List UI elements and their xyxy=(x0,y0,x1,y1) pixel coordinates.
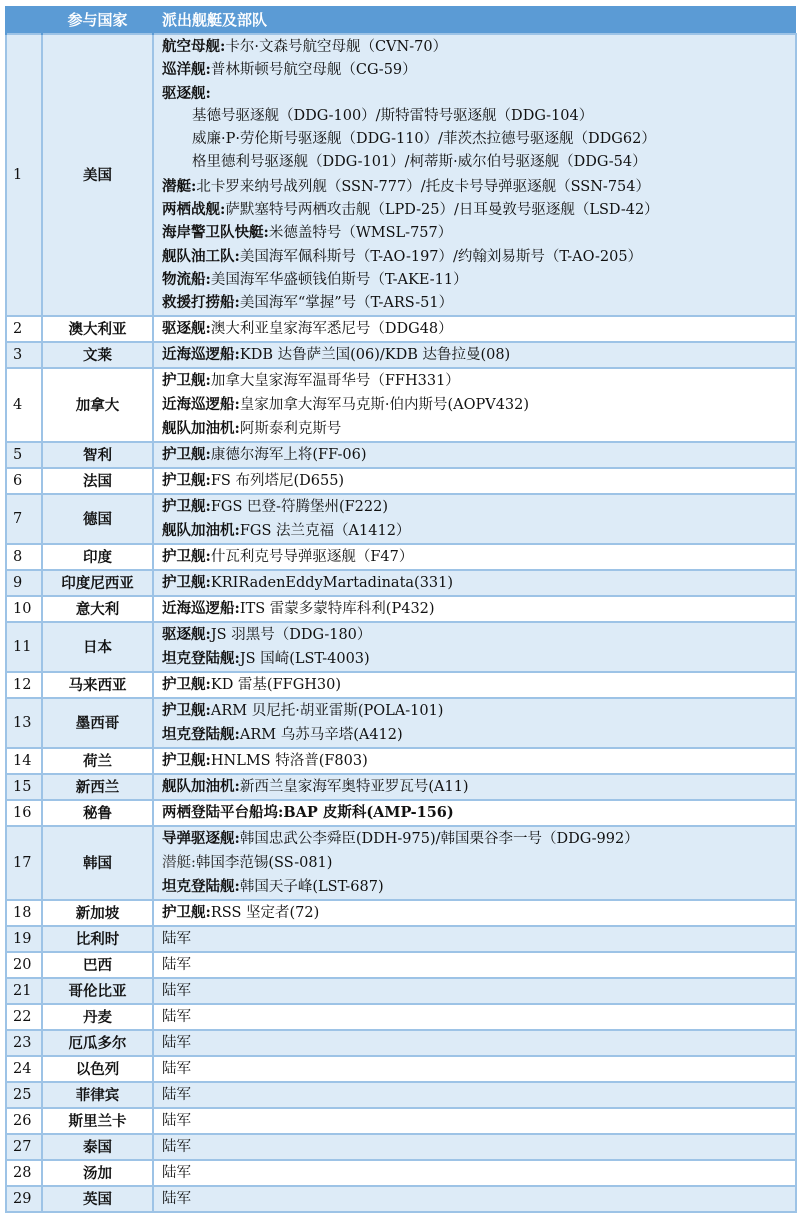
force-line xyxy=(162,343,795,367)
force-line xyxy=(162,495,795,519)
forces-cell xyxy=(153,622,796,672)
force-detail: 新西兰皇家海军奥特亚罗瓦号(A11) xyxy=(239,778,469,795)
force-detail: 加拿大皇家海军温哥华号（FFH331） xyxy=(210,372,460,389)
force-detail: 米德盖特号（WMSL-757） xyxy=(268,225,453,242)
row-number: 12 xyxy=(6,672,42,698)
force-detail: 皇家加拿大海军马克斯·伯内斯号(AOPV432) xyxy=(239,396,530,413)
force-detail: 陆军 xyxy=(162,1060,191,1077)
force-detail: FGS 巴登-符腾堡州(F222) xyxy=(210,498,388,515)
row-number: 29 xyxy=(6,1186,42,1212)
forces-cell xyxy=(153,468,796,494)
force-type-label: 护卫舰: xyxy=(162,903,211,921)
force-type-label: 海岸警卫队快艇: xyxy=(162,224,269,242)
force-detail: FS 布列塔尼(D655) xyxy=(210,472,345,489)
force-line xyxy=(162,221,795,244)
country-cell: 意大利 xyxy=(42,596,153,622)
table-row xyxy=(6,468,796,494)
row-number: 20 xyxy=(6,952,42,978)
force-type-label: 护卫舰: xyxy=(162,675,211,693)
force-detail: KD 雷基(FFGH30) xyxy=(210,676,342,693)
force-type-label: 驱逐舰: xyxy=(162,319,211,337)
force-type-label: 护卫舰: xyxy=(162,497,211,515)
force-type-label: 潜艇: xyxy=(162,177,197,195)
forces-cell xyxy=(153,800,796,826)
force-detail: 陆军 xyxy=(162,1138,191,1155)
row-number: 13 xyxy=(6,698,42,748)
force-detail: 陆军 xyxy=(162,982,191,999)
force-detail: BAP 皮斯科(AMP-156) xyxy=(283,803,454,821)
forces-cell xyxy=(153,570,796,596)
table-row xyxy=(6,1056,796,1082)
force-line xyxy=(162,317,795,341)
force-type-label: 护卫舰: xyxy=(162,751,211,769)
force-line xyxy=(162,545,795,569)
force-detail: 澳大利亚皇家海军悉尼号（DDG48） xyxy=(210,320,453,337)
forces-cell xyxy=(153,1030,796,1056)
force-detail: 卡尔·文森号航空母舰（CVN-70） xyxy=(225,39,448,55)
force-type-label: 护卫舰: xyxy=(162,547,211,565)
force-line xyxy=(162,673,795,697)
country-cell: 斯里兰卡 xyxy=(42,1108,153,1134)
row-number: 8 xyxy=(6,544,42,570)
force-type-label: 护卫舰: xyxy=(162,701,211,719)
force-line xyxy=(162,875,795,899)
country-cell: 菲律宾 xyxy=(42,1082,153,1108)
row-number: 14 xyxy=(6,748,42,774)
table-row xyxy=(6,622,796,672)
force-line xyxy=(162,291,795,314)
force-type-label: 驱逐舰: xyxy=(162,625,211,643)
force-line xyxy=(162,901,795,925)
table-row xyxy=(6,494,796,544)
table-row xyxy=(6,1030,796,1056)
force-detail: 陆军 xyxy=(162,1164,191,1181)
force-type-label: 坦克登陆舰: xyxy=(162,725,240,743)
forces-cell xyxy=(153,316,796,342)
table-row xyxy=(6,596,796,622)
force-line xyxy=(162,1083,795,1107)
force-detail: 阿斯泰利克斯号 xyxy=(239,420,342,437)
force-type-label: 物流船: xyxy=(162,270,211,288)
row-number: 5 xyxy=(6,442,42,468)
country-cell: 美国 xyxy=(42,34,153,316)
force-type-label: 护卫舰: xyxy=(162,445,211,463)
force-line xyxy=(162,749,795,773)
force-type-label: 两栖战舰: xyxy=(162,201,226,219)
force-line xyxy=(162,417,795,441)
force-type-label: 驱逐舰: xyxy=(162,84,211,102)
country-cell: 巴西 xyxy=(42,952,153,978)
force-type-label: 舰队油工队: xyxy=(162,247,240,265)
force-line xyxy=(162,58,795,81)
force-type-label: 护卫舰: xyxy=(162,471,211,489)
force-detail: 美国海军华盛顿钱伯斯号（T-AKE-11） xyxy=(210,271,468,288)
force-line xyxy=(162,1005,795,1029)
forces-cell xyxy=(153,698,796,748)
country-cell: 丹麦 xyxy=(42,1004,153,1030)
force-line xyxy=(162,1057,795,1081)
country-cell: 秘鲁 xyxy=(42,800,153,826)
country-cell: 韩国 xyxy=(42,826,153,900)
table-row xyxy=(6,698,796,748)
force-type-label: 近海巡逻船: xyxy=(162,599,240,617)
force-detail: 陆军 xyxy=(162,1086,191,1103)
forces-cell xyxy=(153,900,796,926)
force-line xyxy=(162,647,795,671)
force-line xyxy=(162,245,795,268)
header-forces: 派出舰艇及部队 xyxy=(153,6,796,34)
force-detail: 陆军 xyxy=(162,1112,191,1129)
force-detail: ARM 贝尼托·胡亚雷斯(POLA-101) xyxy=(210,702,444,719)
table-row xyxy=(6,1108,796,1134)
country-cell: 英国 xyxy=(42,1186,153,1212)
row-number: 24 xyxy=(6,1056,42,1082)
row-number: 15 xyxy=(6,774,42,800)
force-detail: 陆军 xyxy=(162,930,191,947)
row-number: 17 xyxy=(6,826,42,900)
force-type-label: 坦克登陆舰: xyxy=(162,649,240,667)
force-detail: JS 国崎(LST-4003) xyxy=(239,650,370,667)
row-number: 10 xyxy=(6,596,42,622)
forces-cell xyxy=(153,1186,796,1212)
force-line xyxy=(162,519,795,543)
force-type-label: 近海巡逻船: xyxy=(162,345,240,363)
table-row xyxy=(6,774,796,800)
row-number: 28 xyxy=(6,1160,42,1186)
force-detail: 陆军 xyxy=(162,956,191,973)
table-row xyxy=(6,952,796,978)
country-cell: 智利 xyxy=(42,442,153,468)
table-row xyxy=(6,34,796,316)
force-detail: 美国海军佩科斯号（T-AO-197）/约翰刘易斯号（T-AO-205） xyxy=(239,248,643,265)
forces-cell xyxy=(153,1108,796,1134)
force-type-label: 导弹驱逐舰: xyxy=(162,829,240,847)
force-type-label: 航空母舰: xyxy=(162,38,226,55)
country-cell: 马来西亚 xyxy=(42,672,153,698)
force-type-label: 潜艇: xyxy=(162,854,196,871)
country-cell: 厄瓜多尔 xyxy=(42,1030,153,1056)
table-row xyxy=(6,342,796,368)
force-type-label: 舰队加油机: xyxy=(162,521,240,539)
force-line xyxy=(162,369,795,393)
country-cell: 加拿大 xyxy=(42,368,153,442)
force-line xyxy=(162,443,795,467)
force-line xyxy=(162,851,795,875)
table-row xyxy=(6,1160,796,1186)
table-row xyxy=(6,1186,796,1212)
force-detail: 韩国天子峰(LST-687) xyxy=(239,878,384,895)
forces-cell xyxy=(153,34,796,316)
country-cell: 印度尼西亚 xyxy=(42,570,153,596)
force-detail: 美国海军“掌握”号（T-ARS-51） xyxy=(239,295,454,312)
force-line xyxy=(162,801,795,825)
force-detail: 陆军 xyxy=(162,1190,191,1207)
table-row xyxy=(6,800,796,826)
table-row xyxy=(6,368,796,442)
force-line xyxy=(162,723,795,747)
forces-cell xyxy=(153,952,796,978)
table-row xyxy=(6,544,796,570)
country-cell: 澳大利亚 xyxy=(42,316,153,342)
force-line xyxy=(162,827,795,851)
force-line xyxy=(162,151,795,174)
force-line xyxy=(162,927,795,951)
force-detail: 韩国李范锡(SS-081) xyxy=(195,854,333,871)
force-type-label: 坦克登陆舰: xyxy=(162,877,240,895)
force-line xyxy=(162,979,795,1003)
country-cell: 墨西哥 xyxy=(42,698,153,748)
forces-cell xyxy=(153,342,796,368)
row-number: 1 xyxy=(6,34,42,316)
forces-cell xyxy=(153,544,796,570)
force-line xyxy=(162,597,795,621)
row-number: 16 xyxy=(6,800,42,826)
force-detail: 康德尔海军上将(FF-06) xyxy=(210,446,367,463)
country-cell: 汤加 xyxy=(42,1160,153,1186)
force-detail: 威廉·P·劳伦斯号驱逐舰（DDG-110）/菲茨杰拉德号驱逐舰（DDG62） xyxy=(192,131,656,148)
force-line xyxy=(162,175,795,198)
force-detail: 陆军 xyxy=(162,1034,191,1051)
force-type-label: 护卫舰: xyxy=(162,371,211,389)
table-row xyxy=(6,926,796,952)
table-row xyxy=(6,1134,796,1160)
country-cell: 德国 xyxy=(42,494,153,544)
force-detail: HNLMS 特洛普(F803) xyxy=(210,752,368,769)
header-country: 参与国家 xyxy=(42,6,153,34)
row-number: 11 xyxy=(6,622,42,672)
table-row xyxy=(6,672,796,698)
row-number: 6 xyxy=(6,468,42,494)
table-row xyxy=(6,1082,796,1108)
force-line xyxy=(162,953,795,977)
table-row xyxy=(6,442,796,468)
row-number: 9 xyxy=(6,570,42,596)
country-cell: 荷兰 xyxy=(42,748,153,774)
forces-cell xyxy=(153,826,796,900)
table-row xyxy=(6,316,796,342)
force-detail: ARM 乌苏马辛塔(A412) xyxy=(239,726,403,743)
force-line xyxy=(162,571,795,595)
forces-cell xyxy=(153,978,796,1004)
country-cell: 以色列 xyxy=(42,1056,153,1082)
forces-cell xyxy=(153,1056,796,1082)
force-type-label: 救援打捞船: xyxy=(162,294,240,312)
row-number: 18 xyxy=(6,900,42,926)
row-number: 4 xyxy=(6,368,42,442)
force-line xyxy=(162,1109,795,1133)
force-detail: 格里德利号驱逐舰（DDG-101）/柯蒂斯·威尔伯号驱逐舰（DDG-54） xyxy=(192,154,647,171)
force-line xyxy=(162,1187,795,1211)
row-number: 25 xyxy=(6,1082,42,1108)
forces-cell xyxy=(153,748,796,774)
force-type-label: 舰队加油机: xyxy=(162,419,240,437)
force-detail: RSS 坚定者(72) xyxy=(210,904,320,921)
country-cell: 哥伦比亚 xyxy=(42,978,153,1004)
country-cell: 比利时 xyxy=(42,926,153,952)
table-row xyxy=(6,570,796,596)
row-number: 23 xyxy=(6,1030,42,1056)
force-detail: 萨默塞特号两栖攻击舰（LPD-25）/日耳曼敦号驱逐舰（LSD-42） xyxy=(225,202,659,219)
forces-cell xyxy=(153,1160,796,1186)
country-cell: 泰国 xyxy=(42,1134,153,1160)
force-line xyxy=(162,1031,795,1055)
force-detail: 基德号驱逐舰（DDG-100）/斯特雷特号驱逐舰（DDG-104） xyxy=(192,107,594,124)
force-type-label: 舰队加油机: xyxy=(162,777,240,795)
force-detail: 北卡罗来纳号战列舰（SSN-777）/托皮卡号导弹驱逐舰（SSN-754） xyxy=(196,178,650,195)
table-row xyxy=(6,900,796,926)
header-num xyxy=(6,6,42,34)
forces-cell xyxy=(153,672,796,698)
force-detail: 陆军 xyxy=(162,1008,191,1025)
row-number: 26 xyxy=(6,1108,42,1134)
force-line xyxy=(162,198,795,221)
force-line xyxy=(162,105,795,128)
row-number: 3 xyxy=(6,342,42,368)
country-cell: 日本 xyxy=(42,622,153,672)
country-cell: 新西兰 xyxy=(42,774,153,800)
participants-table xyxy=(5,6,797,1213)
force-line xyxy=(162,1135,795,1159)
force-type-label: 两栖登陆平台船坞: xyxy=(162,803,284,821)
force-line xyxy=(162,623,795,647)
table-header xyxy=(6,6,796,34)
row-number: 27 xyxy=(6,1134,42,1160)
forces-cell xyxy=(153,368,796,442)
table-row xyxy=(6,826,796,900)
force-type-label: 护卫舰: xyxy=(162,573,211,591)
force-line xyxy=(162,393,795,417)
force-line xyxy=(162,469,795,493)
table-row xyxy=(6,978,796,1004)
forces-cell xyxy=(153,1082,796,1108)
country-cell: 文莱 xyxy=(42,342,153,368)
country-cell: 印度 xyxy=(42,544,153,570)
row-number: 19 xyxy=(6,926,42,952)
country-cell: 法国 xyxy=(42,468,153,494)
row-number: 21 xyxy=(6,978,42,1004)
force-detail: JS 羽黑号（DDG-180） xyxy=(210,626,372,643)
table-row xyxy=(6,1004,796,1030)
force-type-label: 巡洋舰: xyxy=(162,61,211,79)
force-type-label: 近海巡逻船: xyxy=(162,395,240,413)
force-detail: FGS 法兰克福（A1412） xyxy=(239,522,411,539)
table-row xyxy=(6,748,796,774)
row-number: 7 xyxy=(6,494,42,544)
force-detail: ITS 雷蒙多蒙特库科利(P432) xyxy=(239,600,435,617)
forces-cell xyxy=(153,774,796,800)
forces-cell xyxy=(153,596,796,622)
force-line xyxy=(162,775,795,799)
force-line xyxy=(162,35,795,58)
country-cell: 新加坡 xyxy=(42,900,153,926)
forces-cell xyxy=(153,494,796,544)
force-detail: 韩国忠武公李舜臣(DDH-975)/韩国栗谷李一号（DDG-992） xyxy=(239,830,639,847)
force-detail: KRIRadenEddyMartadinata(331) xyxy=(210,574,454,591)
row-number: 2 xyxy=(6,316,42,342)
forces-cell xyxy=(153,926,796,952)
force-line xyxy=(162,1161,795,1185)
force-detail: 什瓦利克号导弹驱逐舰（F47） xyxy=(210,548,414,565)
force-line xyxy=(162,82,795,105)
force-line xyxy=(162,128,795,151)
row-number: 22 xyxy=(6,1004,42,1030)
force-detail: KDB 达鲁萨兰国(06)/KDB 达鲁拉曼(08) xyxy=(239,346,511,363)
forces-cell xyxy=(153,442,796,468)
force-line xyxy=(162,268,795,291)
force-detail: 普林斯顿号航空母舰（CG-59） xyxy=(210,62,417,79)
forces-cell xyxy=(153,1004,796,1030)
forces-cell xyxy=(153,1134,796,1160)
force-line xyxy=(162,699,795,723)
